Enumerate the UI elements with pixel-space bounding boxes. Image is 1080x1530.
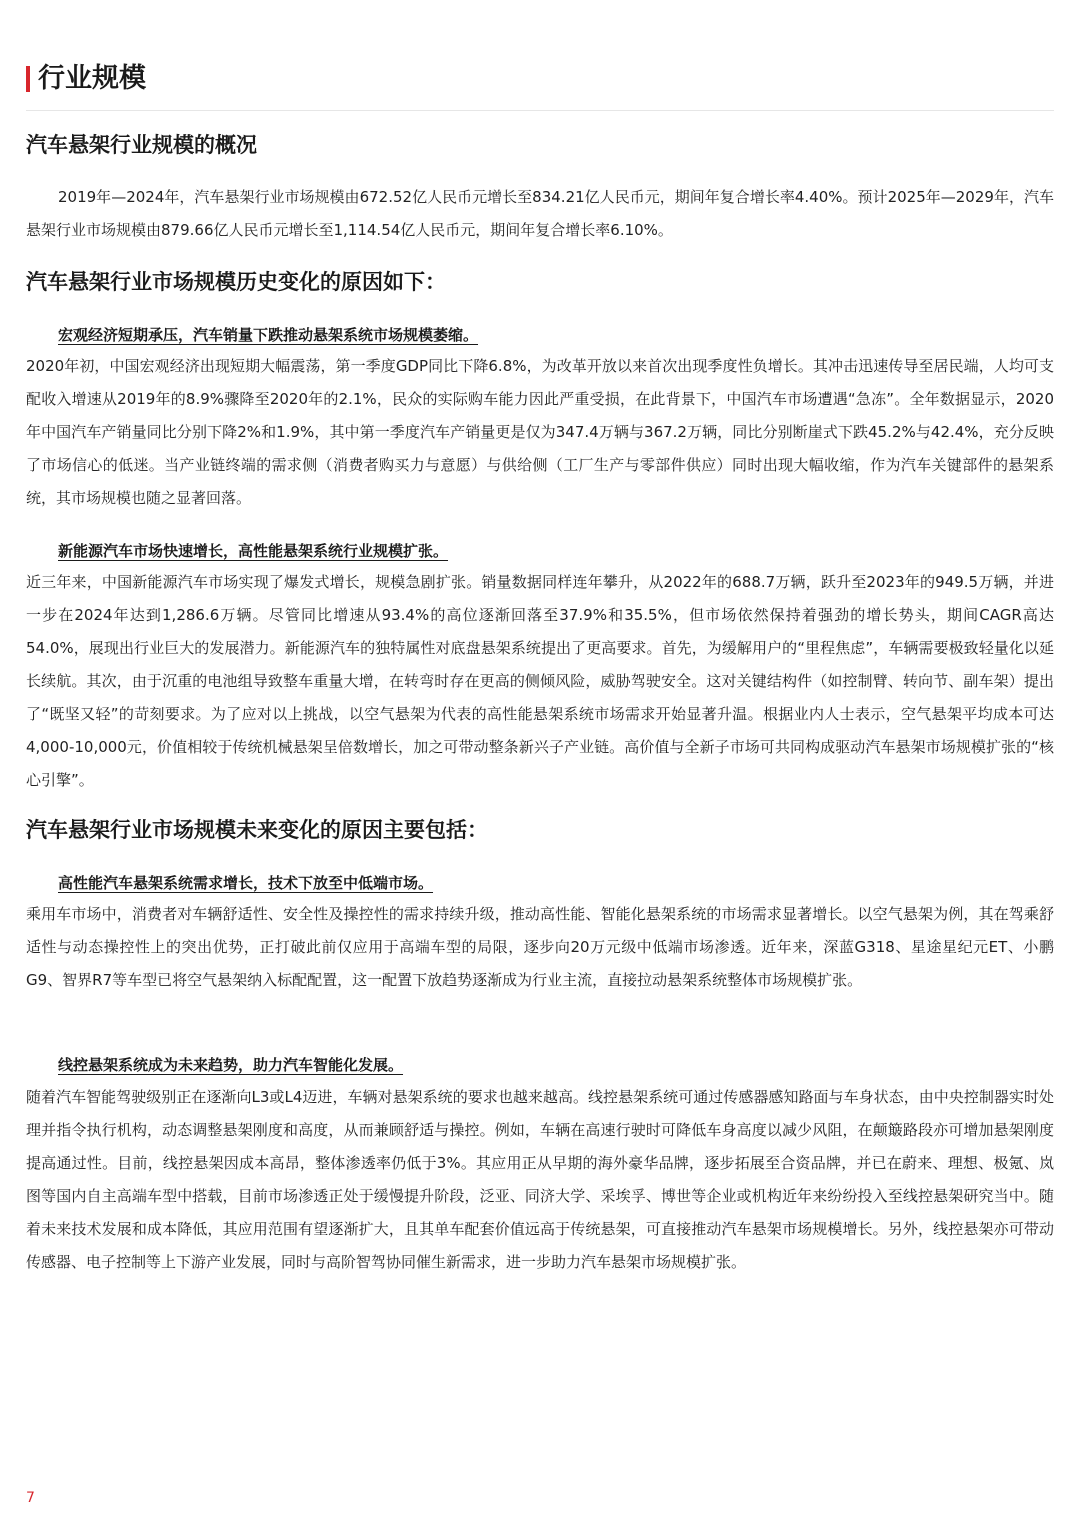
future-heading: 汽车悬架行业市场规模未来变化的原因主要包括：: [26, 818, 488, 842]
page-number: 7: [26, 1490, 35, 1506]
section-header: [26, 58, 1054, 111]
history-heading: 汽车悬架行业市场规模历史变化的原因如下：: [26, 270, 446, 294]
history-subheading-1: 宏观经济短期承压，汽车销量下跌推动悬架系统市场规模萎缩。: [58, 326, 479, 344]
future-paragraph-2: 随着汽车智能驾驶级别正在逐渐向L3或L4迈进，车辆对悬架系统的要求也越来越高。线控悬架系统可通过传感器感知路面与车身状态，由中央控制器实时处理并指令执行机构，动态调整悬架刚度和高度，从而兼顾舒适与操控。例如，车辆在高速行驶时可降低车身高度以减少风阻，在颠簸路段亦可增加悬架刚度提高通过性。目前，线控悬架因成本高昂，整体渗透率仍低于3%。其应用正从早期的海外豪华品牌，逐步拓展至合资品牌，并已在蔚来、理想、极氪、岚图等国内自主高端车型中搭载，目前市场渗透正处于缓慢提升阶段，泛亚、同济大学、采埃孚、博世等企业或机构近年来纷纷投入至线控悬架研究当中。随着未来技术发展和成本降低，其应用范围有望逐渐扩大，且其单车配套价值远高于传统悬架，可直接推动汽车悬架市场规模增长。另外，线控悬架亦可带动传感器、电子控制等上下游产业发展，同时与高阶智驾协同催生新需求，进一步助力汽车悬架市场规模扩张。: [26, 1088, 1054, 1271]
future-subheading-1: 高性能汽车悬架系统需求增长，技术下放至中低端市场。: [58, 874, 434, 892]
overview-heading: 汽车悬架行业规模的概况: [26, 133, 257, 157]
history-paragraph-2: 近三年来，中国新能源汽车市场实现了爆发式增长，规模急剧扩张。销量数据同样连年攀升，从2022年的688.7万辆，跃升至2023年的949.5万辆，并进一步在2024年达到1,286.6万辆。尽管同比增速从93.4%的高位逐渐回落至37.9%和35.5%，但市场依然保持着强劲的增长势头，期间CAGR高达54.0%，展现出行业巨大的发展潜力。新能源汽车的独特属性对底盘悬架系统提出了更高要求。首先，为缓解用户的“里程焦虑”，车辆需要极致轻量化以延长续航。其次，由于沉重的电池组导致整车重量大增，在转弯时存在更高的侧倾风险，威胁驾驶安全。这对关键结构件（如控制臂、转向节、副车架）提出了“既坚又轻”的苛刻要求。为了应对以上挑战，以空气悬架为代表的高性能悬架系统市场需求开始显著升温。根据业内人士表示，空气悬架平均成本可达4,000-10,000元，价值相较于传统机械悬架呈倍数增长，加之可带动整条新兴子产业链。高价值与全新子市场可共同构成驱动汽车悬架市场规模扩张的“核心引擎”。: [26, 573, 1054, 789]
future-subheading-2: 线控悬架系统成为未来趋势，助力汽车智能化发展。: [58, 1056, 404, 1074]
future-paragraph-1: 乘用车市场中，消费者对车辆舒适性、安全性及操控性的需求持续升级，推动高性能、智能化悬架系统的市场需求显著增长。以空气悬架为例，其在驾乘舒适性与动态操控性上的突出优势，正打破此前仅应用于高端车型的局限，逐步向20万元级中低端市场渗透。近年来，深蓝G318、星途星纪元ET、小鹏G9、智界R7等车型已将空气悬架纳入标配配置，这一配置下放趋势逐渐成为行业主流，直接拉动悬架系统整体市场规模扩张。: [26, 905, 1054, 989]
history-paragraph-1: 2020年初，中国宏观经济出现短期大幅震荡，第一季度GDP同比下降6.8%，为改革开放以来首次出现季度性负增长。其冲击迅速传导至居民端，人均可支配收入增速从2019年的8.9%骤降至2020年的2.1%，民众的实际购车能力因此严重受损，在此背景下，中国汽车市场遭遇“急冻”。全年数据显示，2020年中国汽车产销量同比分别下降2%和1.9%，其中第一季度汽车产销量更是仅为347.4万辆与367.2万辆，同比分别断崖式下跌45.2%与42.4%，充分反映了市场信心的低迷。当产业链终端的需求侧（消费者购买力与意愿）与供给侧（工厂生产与零部件供应）同时出现大幅收缩，作为汽车关键部件的悬架系统，其市场规模也随之显著回落。: [26, 357, 1054, 507]
header-accent-bar: [26, 66, 30, 92]
overview-paragraph: 2019年—2024年，汽车悬架行业市场规模由672.52亿人民币元增长至834.21亿人民币元，期间年复合增长率4.40%。预计2025年—2029年，汽车悬架行业市场规模由879.66亿人民币元增长至1,114.54亿人民币元，期间年复合增长率6.10%。: [26, 188, 1054, 239]
history-subheading-2: 新能源汽车市场快速增长，高性能悬架系统行业规模扩张。: [58, 542, 449, 560]
section-title: 行业规模: [38, 63, 146, 94]
